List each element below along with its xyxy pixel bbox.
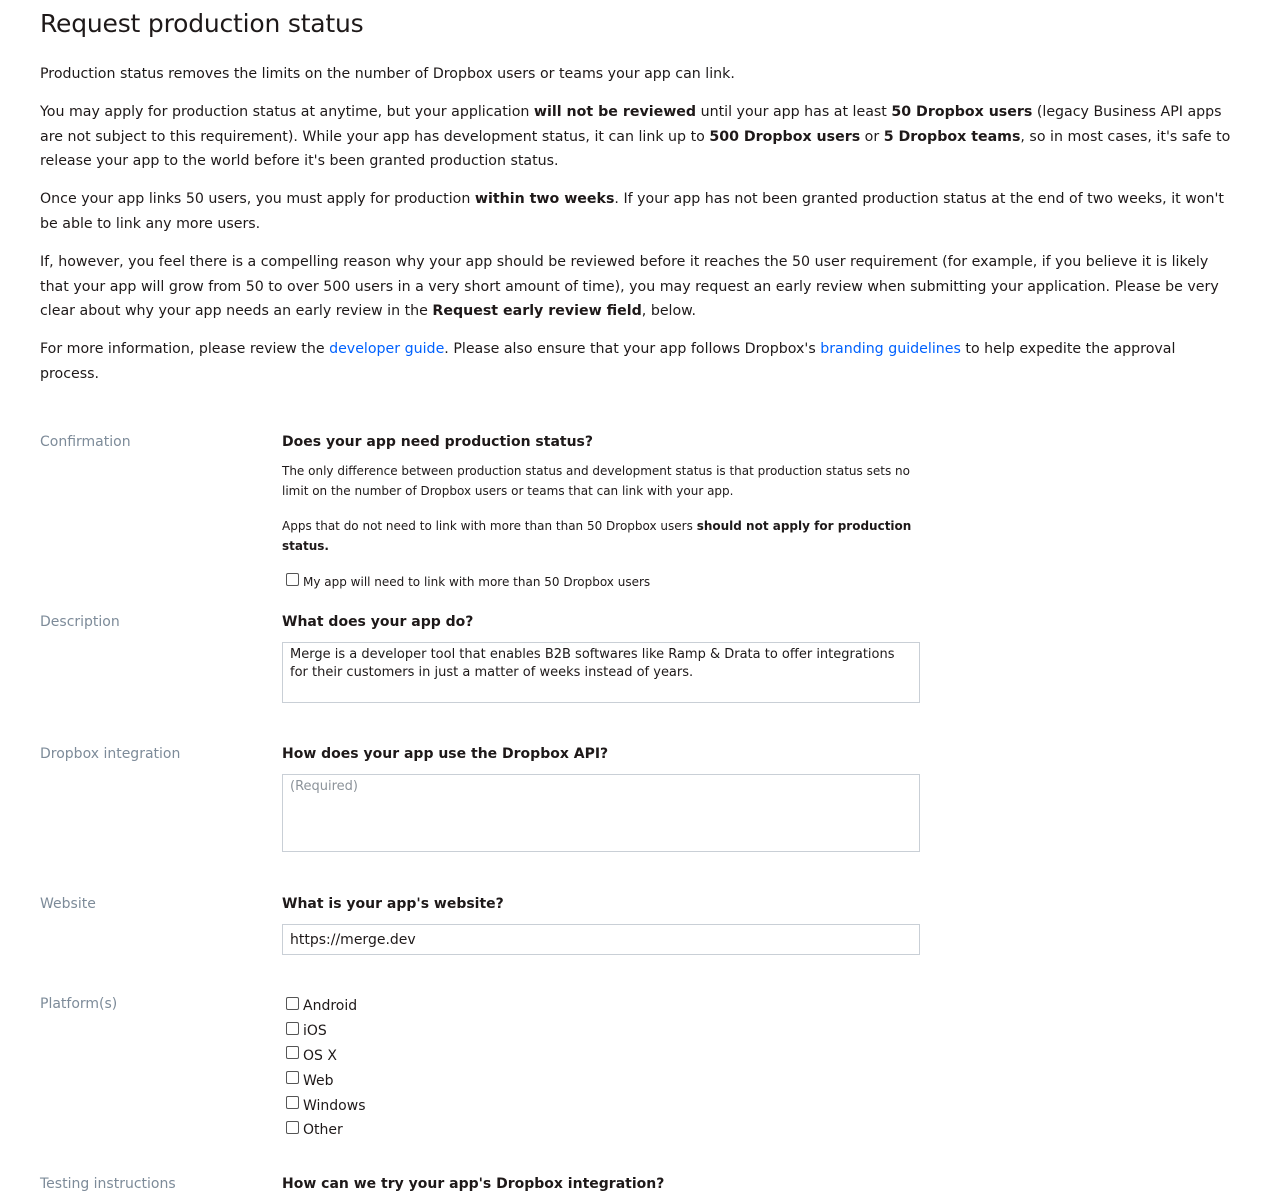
- confirmation-help-1: The only difference between production status and development status is that production status sets no limit on the number of Dropbox users or teams that can link with your app.: [282, 464, 910, 498]
- platform-checkbox-web[interactable]: [286, 1071, 299, 1084]
- description-label: Description: [40, 614, 120, 630]
- platforms-body: [282, 994, 922, 1143]
- integration-textarea[interactable]: (Required): [282, 774, 920, 852]
- platform-checkbox-android[interactable]: [286, 997, 299, 1010]
- platform-option-web[interactable]: [282, 1068, 922, 1093]
- website-input[interactable]: https://merge.dev: [282, 924, 920, 955]
- platform-label-osx: OS X: [303, 1047, 337, 1064]
- platform-label-android: Android: [303, 998, 358, 1015]
- confirmation-body: [282, 432, 922, 594]
- description-body: [282, 612, 922, 703]
- platform-checkbox-other[interactable]: [286, 1121, 299, 1134]
- confirmation-label: Confirmation: [40, 434, 131, 450]
- confirmation-checkbox[interactable]: [286, 573, 299, 586]
- intro-paragraph-3: Once your app links 50 users, you must apply for production within two weeks. If your app has not been granted production status at the end of two weeks, it won't be able to link any more users.: [40, 191, 1224, 232]
- platform-label-other: Other: [303, 1122, 343, 1139]
- platform-checkbox-windows[interactable]: [286, 1096, 299, 1109]
- website-label: Website: [40, 896, 96, 912]
- intro-paragraph-5: For more information, please review the developer guide. Please also ensure that your app follows Dropbox's branding guidelines to help expedite the approval process.: [40, 341, 1176, 382]
- platform-option-android[interactable]: [282, 994, 922, 1019]
- platform-option-osx[interactable]: [282, 1044, 922, 1069]
- website-question: What is your app's website?: [282, 896, 504, 912]
- page-title: Request production status: [40, 9, 364, 38]
- description-question: What does your app do?: [282, 614, 474, 630]
- confirmation-question: Does your app need production status?: [282, 434, 594, 450]
- integration-label: Dropbox integration: [40, 746, 181, 762]
- testing-question: How can we try your app's Dropbox integration?: [282, 1176, 665, 1192]
- confirmation-checkbox-label: My app will need to link with more than 50 Dropbox users: [303, 575, 651, 589]
- confirmation-help-2: Apps that do not need to link with more than than 50 Dropbox users should not apply for production status.: [282, 519, 912, 553]
- platform-option-ios[interactable]: [282, 1019, 922, 1044]
- integration-body: [282, 744, 922, 852]
- testing-label: Testing instructions: [40, 1176, 176, 1192]
- intro-paragraph-1: Production status removes the limits on the number of Dropbox users or teams your app can link.: [40, 66, 735, 82]
- platform-option-windows[interactable]: [282, 1093, 922, 1118]
- integration-question: How does your app use the Dropbox API?: [282, 746, 609, 762]
- platform-checkbox-ios[interactable]: [286, 1022, 299, 1035]
- intro-paragraph-2: You may apply for production status at anytime, but your application will not be reviewed until your app has at least 50 Dropbox users (legacy Business API apps are not subject to this requirement). While your app has development status, it can link up to 500 Dropbox users or 5 Dropbox teams, so in most cases, it's safe to release your app to the world before it's been granted production status.: [40, 104, 1231, 170]
- branding-guidelines-link[interactable]: branding guidelines: [820, 341, 961, 358]
- platform-label-ios: iOS: [303, 1023, 327, 1040]
- platforms-label: Platform(s): [40, 996, 118, 1012]
- intro-paragraph-4: If, however, you feel there is a compelling reason why your app should be reviewed before it reaches the 50 user requirement (for example, if you believe it is likely that your app will grow from 50 to over 500 users in a very short amount of time), you may request an early review when submitting your application. Please be very clear about why your app needs an early review in the Request early review field, below.: [40, 254, 1219, 320]
- testing-body: [282, 1174, 922, 1194]
- confirmation-checkbox-row[interactable]: [282, 570, 922, 594]
- website-body: [282, 894, 922, 955]
- intro-text: [40, 62, 1235, 387]
- platform-label-web: Web: [303, 1072, 334, 1089]
- platform-label-windows: Windows: [303, 1097, 366, 1114]
- platform-option-other[interactable]: [282, 1118, 922, 1143]
- description-textarea[interactable]: Merge is a developer tool that enables B2B softwares like Ramp & Drata to offer integrations for their customers in just a matter of weeks instead of years.: [282, 642, 920, 703]
- developer-guide-link[interactable]: developer guide: [329, 341, 445, 358]
- platform-checkbox-osx[interactable]: [286, 1046, 299, 1059]
